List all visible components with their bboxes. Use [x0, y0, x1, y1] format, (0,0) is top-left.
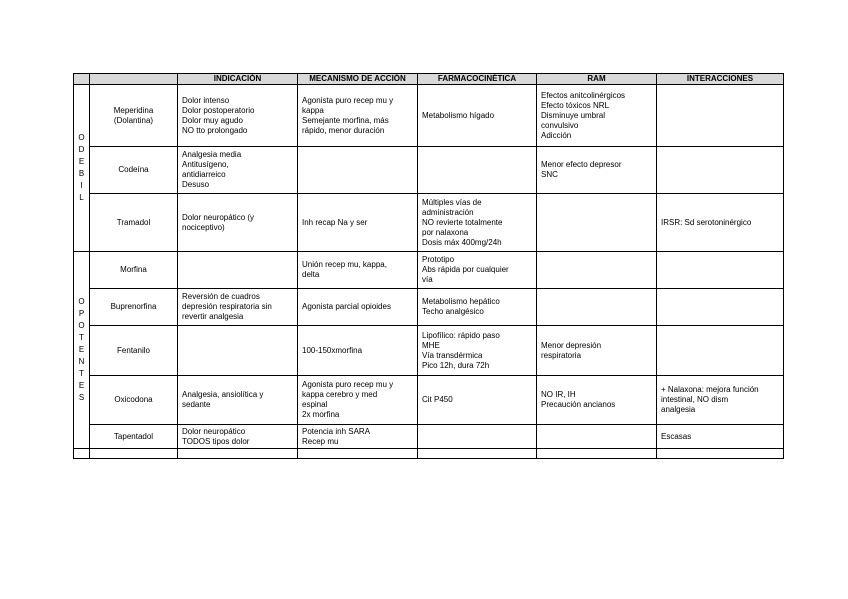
mecanismo-cell	[298, 147, 418, 194]
table-row	[74, 425, 784, 449]
farmacocinetica-cell	[418, 289, 537, 326]
header-cell	[74, 74, 90, 85]
group-letter: S	[78, 393, 85, 402]
table-row	[74, 85, 784, 147]
table-row	[74, 252, 784, 289]
cell-line: Buprenorfina	[110, 302, 157, 311]
empty-cell	[537, 449, 657, 459]
farmacocinetica-cell	[418, 425, 537, 449]
interacciones-cell	[657, 194, 784, 252]
drug-name	[90, 376, 178, 425]
cell-line: respiratoria	[541, 350, 582, 360]
indicacion-cell	[178, 425, 298, 449]
group-letter: O	[78, 133, 85, 142]
mecanismo-cell	[298, 289, 418, 326]
header-mecanismo: MECANISMO DE ACCIÓN	[298, 74, 418, 85]
header-indicacion: INDICACIÓN	[178, 74, 298, 85]
cell-line: Dosis máx 400mg/24h	[422, 237, 502, 247]
cell-line: Semejante morfina, más	[302, 115, 389, 125]
cell-line: antidiarreico	[182, 170, 226, 179]
group-debil	[74, 85, 90, 252]
opioid-table	[73, 73, 784, 459]
farmacocinetica-cell	[418, 252, 537, 289]
cell-line: (Dolantina)	[113, 115, 154, 125]
cell-line: Reversión de cuadros	[182, 292, 260, 301]
header-farmacocinetica: FARMACOCINÉTICA	[418, 74, 537, 85]
mecanismo-cell	[298, 85, 418, 147]
interacciones-cell	[657, 376, 784, 425]
cell-line: Adicción	[541, 130, 572, 140]
cell-line: Dolor intenso	[182, 95, 230, 105]
mecanismo-cell	[298, 194, 418, 252]
cell-line: Meperidina	[113, 105, 154, 115]
cell-line: Tramadol	[116, 217, 151, 227]
cell-line: administración	[422, 207, 474, 217]
empty-cell	[418, 449, 537, 459]
cell-line: kappa	[302, 105, 324, 115]
cell-line: por nalaxona	[422, 227, 469, 237]
interacciones-cell	[657, 326, 784, 376]
cell-line: 100-150xmorfina	[302, 345, 363, 355]
cell-line: + Nalaxona: mejora función	[661, 385, 759, 394]
cell-line: Cit P450	[422, 395, 453, 404]
cell-line: rápido, menor duración	[302, 125, 385, 135]
cell-line: TODOS tipos dolor	[182, 436, 250, 446]
cell-line: Analgesia, ansiolítica y	[182, 390, 264, 399]
group-letter: E	[78, 345, 85, 354]
mecanismo-cell	[298, 425, 418, 449]
interacciones-cell	[657, 252, 784, 289]
ram-cell	[537, 326, 657, 376]
table-row	[74, 289, 784, 326]
indicacion-cell	[178, 194, 298, 252]
farmacocinetica-cell	[418, 194, 537, 252]
table-row	[74, 326, 784, 376]
cell-line: Fentanilo	[117, 345, 150, 355]
group-letter: N	[78, 357, 85, 366]
cell-line: Pico 12h, dura 72h	[422, 360, 490, 370]
drug-name	[90, 425, 178, 449]
interacciones-cell	[657, 147, 784, 194]
drug-name	[90, 326, 178, 376]
group-potentes	[74, 252, 90, 449]
empty-cell	[74, 449, 90, 459]
group-letter: L	[79, 193, 84, 202]
empty-cell	[178, 449, 298, 459]
cell-line: 2x morfina	[302, 410, 340, 419]
indicacion-cell	[178, 147, 298, 194]
cell-line: Metabolismo hepático	[422, 297, 500, 306]
mecanismo-cell	[298, 326, 418, 376]
ram-cell	[537, 147, 657, 194]
cell-line: Codeína	[118, 165, 149, 174]
cell-line: Metabolismo hígado	[422, 110, 495, 120]
cell-line: Escasas	[661, 431, 692, 441]
cell-line: convulsivo	[541, 120, 579, 130]
cell-line: Morfina	[120, 265, 147, 274]
table-row	[74, 194, 784, 252]
cell-line: NO tto prolongado	[182, 125, 248, 135]
cell-line: Agonista puro recep mu y	[302, 380, 394, 389]
empty-cell	[90, 449, 178, 459]
group-letter: O	[78, 297, 85, 306]
cell-line: Desuso	[182, 180, 210, 189]
cell-line: Efecto tóxicos NRL	[541, 100, 610, 110]
ram-cell	[537, 252, 657, 289]
farmacocinetica-cell	[418, 85, 537, 147]
cell-line: Agonista parcial opioides	[302, 302, 391, 311]
cell-line: Lipofílico: rápido paso	[422, 330, 500, 340]
cell-line: analgesia	[661, 405, 696, 414]
mecanismo-cell	[298, 252, 418, 289]
cell-line: NO IR, IH	[541, 390, 576, 399]
header-row	[74, 74, 784, 85]
cell-line: Múltiples vías de	[422, 197, 482, 207]
indicacion-cell	[178, 252, 298, 289]
cell-line: Menor depresión	[541, 340, 602, 350]
interacciones-cell	[657, 289, 784, 326]
drug-name	[90, 289, 178, 326]
drug-name	[90, 85, 178, 147]
cell-line: Dolor muy agudo	[182, 115, 243, 125]
group-letter: T	[79, 369, 84, 378]
indicacion-cell	[178, 326, 298, 376]
interacciones-cell	[657, 85, 784, 147]
empty-cell	[298, 449, 418, 459]
farmacocinetica-cell	[418, 147, 537, 194]
cell-line: Prototipo	[422, 255, 455, 264]
group-letter: D	[78, 145, 85, 154]
group-letter: E	[78, 381, 85, 390]
cell-line: Precaución ancianos	[541, 400, 616, 409]
cell-line: Recep mu	[302, 436, 339, 446]
group-letter: T	[79, 333, 84, 342]
header-ram: RAM	[537, 74, 657, 85]
group-letter: I	[80, 181, 83, 190]
indicacion-cell	[178, 376, 298, 425]
cell-line: kappa cerebro y med	[302, 390, 378, 399]
mecanismo-cell	[298, 376, 418, 425]
cell-line: Tapentadol	[113, 431, 154, 441]
cell-line: Efectos anitcolinérgicos	[541, 90, 626, 100]
ram-cell	[537, 194, 657, 252]
cell-line: Dolor neuropático (y	[182, 212, 255, 222]
drug-name	[90, 194, 178, 252]
group-letter: O	[78, 321, 85, 330]
cell-line: Agonista puro recep mu y	[302, 95, 394, 105]
ram-cell	[537, 425, 657, 449]
group-letter: P	[78, 309, 85, 318]
cell-line: Antitusígeno,	[182, 160, 229, 169]
cell-line: Vía transdérmica	[422, 350, 483, 360]
empty-cell	[657, 449, 784, 459]
spacer-row	[74, 449, 784, 459]
cell-line: Techo analgésico	[422, 307, 484, 316]
cell-line: Menor efecto depresor	[541, 160, 622, 169]
header-cell	[90, 74, 178, 85]
cell-line: SNC	[541, 170, 558, 179]
ram-cell	[537, 376, 657, 425]
cell-line: Oxicodona	[114, 395, 153, 404]
cell-line: NO revierte totalmente	[422, 217, 503, 227]
cell-line: Inh recap Na y ser	[302, 217, 368, 227]
farmacocinetica-cell	[418, 326, 537, 376]
cell-line: intestinal, NO dism	[661, 395, 729, 404]
cell-line: Potencia inh SARA	[302, 426, 371, 436]
group-letter: B	[78, 169, 85, 178]
cell-line: vía	[422, 275, 433, 284]
cell-line: Analgesia media	[182, 150, 242, 159]
ram-cell	[537, 289, 657, 326]
interacciones-cell	[657, 425, 784, 449]
indicacion-cell	[178, 85, 298, 147]
cell-line: espinal	[302, 400, 328, 409]
cell-line: Unión recep mu, kappa,	[302, 260, 387, 269]
cell-line: revertir analgesia	[182, 312, 244, 321]
indicacion-cell	[178, 289, 298, 326]
cell-line: Dolor neuropático	[182, 426, 246, 436]
cell-line: nociceptivo)	[182, 222, 225, 232]
drug-name	[90, 147, 178, 194]
cell-line: Disminuye umbral	[541, 110, 606, 120]
cell-line: delta	[302, 270, 320, 279]
cell-line: Abs rápida por cualquier	[422, 265, 509, 274]
cell-line: MHE	[422, 340, 440, 350]
cell-line: depresión respiratoria sin	[182, 302, 272, 311]
table-row	[74, 376, 784, 425]
cell-line: IRSR: Sd serotoninérgico	[661, 217, 752, 227]
group-letter: E	[78, 157, 85, 166]
farmacocinetica-cell	[418, 376, 537, 425]
header-interacciones: INTERACCIONES	[657, 74, 784, 85]
drug-name	[90, 252, 178, 289]
cell-line: Dolor postoperatorio	[182, 105, 255, 115]
table-row	[74, 147, 784, 194]
ram-cell	[537, 85, 657, 147]
cell-line: sedante	[182, 400, 211, 409]
